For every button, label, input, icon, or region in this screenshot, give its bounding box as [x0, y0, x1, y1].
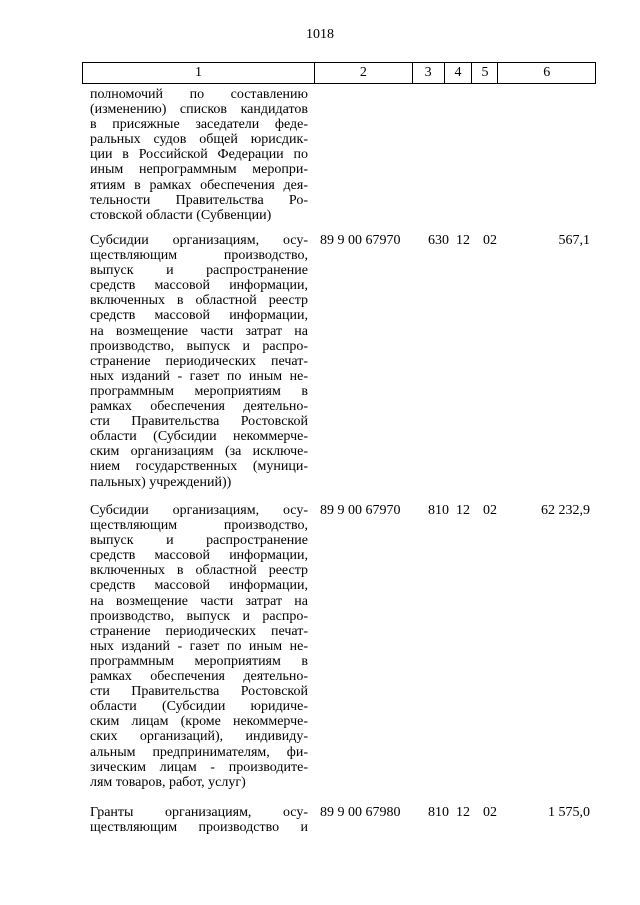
description-line: на возмещение части затрат на — [90, 323, 308, 339]
amount-cell: 1 575,0 — [548, 805, 590, 820]
column-header: 1 — [195, 65, 203, 80]
section-cell: 12 — [456, 503, 470, 518]
code-cell: 89 9 00 67970 — [320, 503, 401, 518]
column-header: 2 — [314, 63, 412, 83]
section-cell: 12 — [456, 805, 470, 820]
description-line: рамках обеспечения деятельно- — [90, 399, 308, 415]
row-description — [90, 233, 308, 490]
description-line: ществляющим производство и — [90, 820, 308, 836]
row-description — [90, 805, 308, 835]
description-line: стовской области (Субвенции) — [90, 207, 272, 223]
description-line: выпуск и распространение — [90, 263, 308, 279]
description-line: области (Субсидии некоммерче- — [90, 429, 308, 445]
amount-cell: 567,1 — [558, 233, 590, 248]
amount-cell: 62 232,9 — [541, 503, 590, 518]
description-line: Субсидии организациям, осу- — [90, 233, 308, 248]
description-line: производство, выпуск и распро- — [90, 608, 308, 624]
description-line: нием государственных (муници- — [90, 459, 308, 475]
row-description — [90, 503, 308, 790]
description-line: сти Правительства Ростовской — [90, 684, 308, 700]
code-cell: 89 9 00 67970 — [320, 233, 401, 248]
description-line: производство, выпуск и распро- — [90, 338, 308, 354]
section-cell: 12 — [456, 233, 470, 248]
description-line: иным непрограммным меропри- — [90, 162, 308, 178]
description-line: ским организациям (за исключе- — [90, 444, 308, 460]
description-line: ральных судов общей юрисдик- — [90, 132, 308, 148]
description-line: сти Правительства Ростовской — [90, 414, 308, 430]
description-line: странение периодических печат- — [90, 623, 308, 639]
description-line: ских организаций), индивиду- — [90, 729, 308, 745]
subsection-cell: 02 — [483, 233, 497, 248]
description-line: на возмещение части затрат на — [90, 593, 308, 609]
description-line: ции в Российской Федерации по — [90, 147, 308, 163]
subsection-cell: 02 — [483, 805, 497, 820]
column-header: 4 — [444, 63, 472, 83]
description-line: выпуск и распространение — [90, 533, 308, 549]
description-line: альным предпринимателям, фи- — [90, 744, 308, 760]
description-line: ятиям в рамках обеспечения дея- — [90, 177, 308, 193]
description-line: ществляющим производство, — [90, 248, 308, 264]
description-line: средств массовой информации, — [90, 278, 308, 294]
description-line: включенных в областной реестр — [90, 563, 308, 579]
row-description — [90, 87, 308, 223]
description-line: ных изданий - газет по иным не- — [90, 638, 308, 654]
description-line: средств массовой информации, — [90, 308, 308, 324]
description-line: пальных) учреждений)) — [90, 474, 232, 490]
description-line: Гранты организациям, осу- — [90, 805, 308, 820]
code-cell: 89 9 00 67980 — [320, 805, 401, 820]
description-line: области (Субсидии юридиче- — [90, 699, 308, 715]
description-line: программным мероприятиям в — [90, 653, 308, 669]
column-header: 3 — [412, 63, 444, 83]
description-line: ским лицам (кроме некоммерче- — [90, 714, 308, 730]
description-line: средств массовой информации, — [90, 578, 308, 594]
description-line: включенных в областной реестр — [90, 293, 308, 309]
page-number: 1018 — [306, 27, 334, 42]
description-line: в присяжные заседатели феде- — [90, 117, 308, 133]
description-line: странение периодических печат- — [90, 353, 308, 369]
table-header — [82, 62, 596, 84]
description-line: (изменению) списков кандидатов — [90, 102, 308, 118]
expense-type-cell: 810 — [428, 805, 449, 820]
description-line: средств массовой информации, — [90, 548, 308, 564]
expense-type-cell: 630 — [428, 233, 449, 248]
subsection-cell: 02 — [483, 503, 497, 518]
description-line: Субсидии организациям, осу- — [90, 503, 308, 518]
description-line: лям товаров, работ, услуг) — [90, 774, 246, 790]
column-header: 5 — [471, 63, 497, 83]
expense-type-cell: 810 — [428, 503, 449, 518]
description-line: ществляющим производство, — [90, 518, 308, 534]
description-line: полномочий по составлению — [90, 87, 308, 102]
description-line: рамках обеспечения деятельно- — [90, 669, 308, 685]
column-header: 6 — [497, 63, 595, 83]
description-line: программным мероприятиям в — [90, 383, 308, 399]
description-line: ных изданий - газет по иным не- — [90, 368, 308, 384]
description-line: зическим лицам - производите- — [90, 759, 308, 775]
description-line: тельности Правительства Ро- — [90, 192, 308, 208]
